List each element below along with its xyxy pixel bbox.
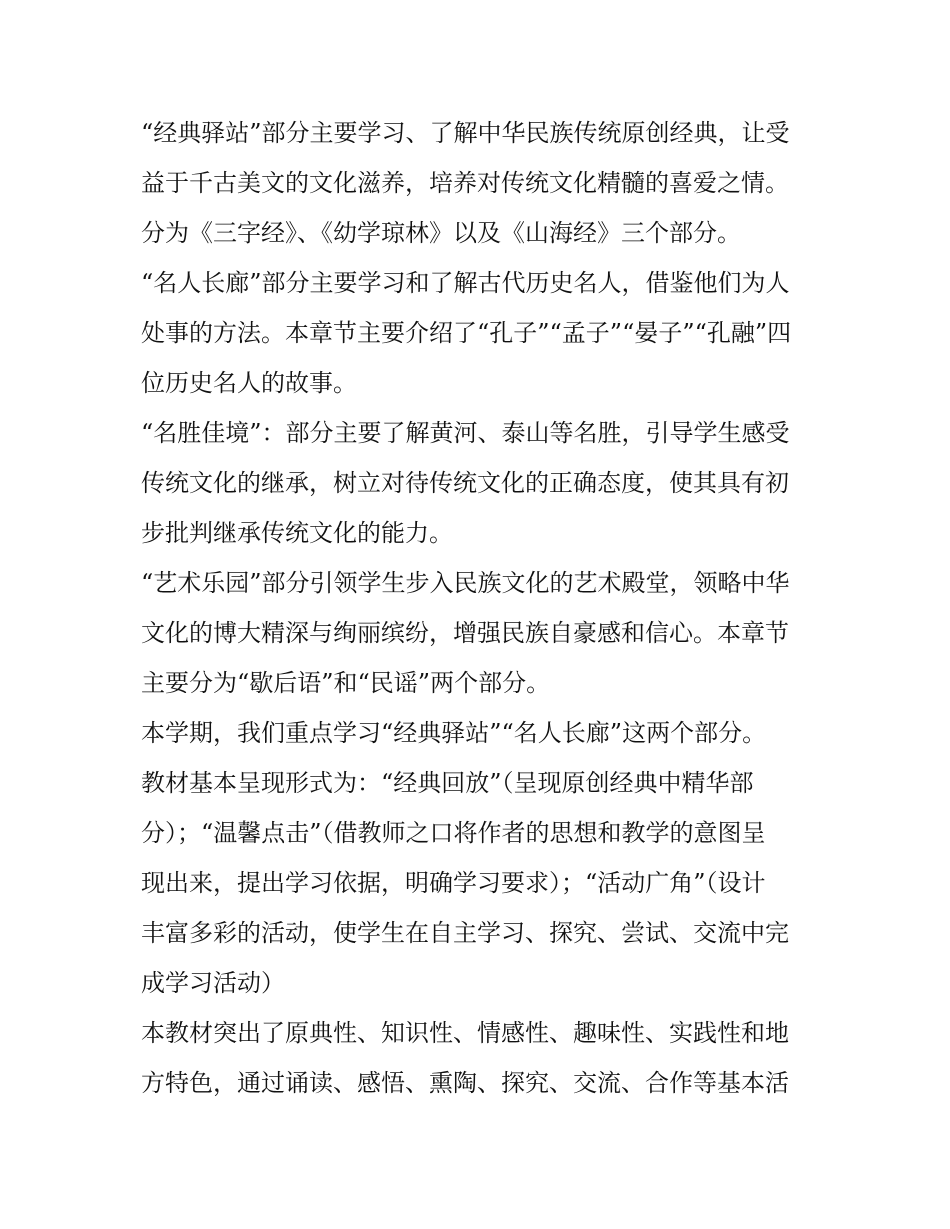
text-line: 位历史名人的故事。 (141, 369, 357, 397)
body-text (141, 108, 821, 1108)
text-line: 分）；“温馨点击”（借教师之口将作者的思想和教学的意图呈 (141, 819, 766, 847)
text-line: 成学习活动） (141, 969, 285, 997)
text-line: 益于千古美文的文化滋养，培养对传统文化精髓的喜爱之情。 (141, 169, 789, 197)
text-line: “名胜佳境”：部分主要了解黄河、泰山等名胜，引导学生感受 (141, 419, 790, 447)
text-line: 教材基本呈现形式为：“经典回放”（呈现原创经典中精华部 (141, 769, 754, 797)
text-line: “名人长廊”部分主要学习和了解古代历史名人，借鉴他们为人 (141, 269, 790, 297)
text-line: 传统文化的继承，树立对待传统文化的正确态度，使其具有初 (141, 469, 789, 497)
text-line: 步批判继承传统文化的能力。 (141, 519, 453, 547)
text-line: 本学期，我们重点学习“经典驿站”“名人长廊”这两个部分。 (141, 719, 767, 747)
text-line: 分为《三字经》、《幼学琼林》以及《山海经》三个部分。 (141, 219, 741, 247)
text-line: 本教材突出了原典性、知识性、情感性、趣味性、实践性和地 (141, 1019, 789, 1047)
text-line: “艺术乐园”部分引领学生步入民族文化的艺术殿堂，领略中华 (141, 569, 790, 597)
text-line: 处事的方法。本章节主要介绍了“孔子”“孟子”“晏子”“孔融”四 (141, 319, 792, 347)
text-line: 丰富多彩的活动，使学生在自主学习、探究、尝试、交流中完 (141, 919, 789, 947)
text-line: “经典驿站”部分主要学习、了解中华民族传统原创经典，让受 (141, 119, 790, 147)
text-line: 方特色，通过诵读、感悟、熏陶、探究、交流、合作等基本活 (141, 1069, 789, 1097)
text-line: 现出来，提出学习依据，明确学习要求）；“活动广角”（设计 (141, 869, 766, 897)
text-line: 文化的博大精深与绚丽缤纷，增强民族自豪感和信心。本章节 (141, 619, 789, 647)
text-line: 主要分为“歇后语”和“民谣”两个部分。 (141, 669, 551, 697)
